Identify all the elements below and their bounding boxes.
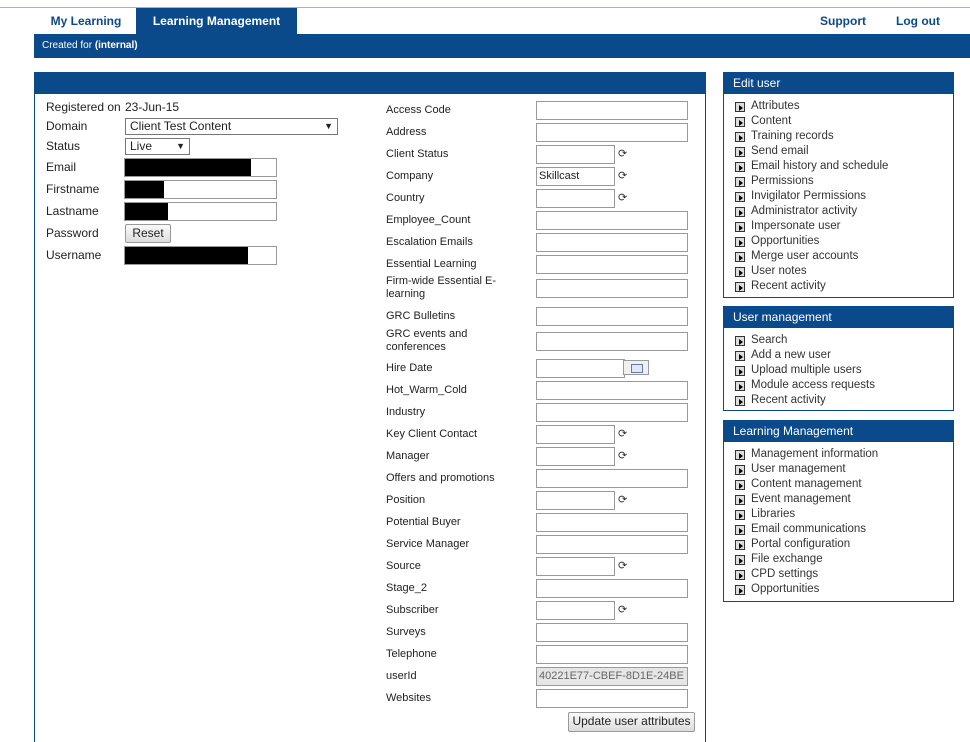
- menu-item-label: Email communications: [751, 523, 867, 535]
- attribute-input[interactable]: [536, 211, 688, 230]
- support-link[interactable]: Support: [820, 14, 866, 28]
- chevron-down-icon: ▼: [176, 141, 185, 151]
- menu-item-label: Module access requests: [751, 379, 876, 391]
- menu-item-label: File exchange: [751, 553, 823, 565]
- attribute-input[interactable]: [536, 101, 688, 120]
- edit-user-title: Edit user: [724, 73, 953, 94]
- attribute-label: Service Manager: [386, 538, 470, 550]
- attribute-label: Subscriber: [386, 604, 439, 616]
- menu-item-label: Add a new user: [751, 349, 831, 361]
- menu-item[interactable]: [734, 522, 953, 537]
- arrow-right-icon: [735, 237, 745, 247]
- user-details-header: [34, 72, 706, 94]
- sync-icon[interactable]: ⟳: [618, 560, 628, 572]
- attribute-input[interactable]: [536, 233, 688, 252]
- attribute-label: Telephone: [386, 648, 437, 660]
- menu-item[interactable]: [734, 234, 953, 249]
- username-field[interactable]: [124, 246, 277, 265]
- menu-item[interactable]: [734, 477, 953, 492]
- menu-item-label: Permissions: [751, 175, 814, 187]
- password-label: Password: [46, 226, 99, 240]
- attribute-input[interactable]: [536, 513, 688, 532]
- menu-item[interactable]: [734, 552, 953, 567]
- arrow-right-icon: [735, 267, 745, 277]
- arrow-right-icon: [735, 381, 745, 391]
- attribute-label: Hire Date: [386, 362, 433, 374]
- arrow-right-icon: [735, 396, 745, 406]
- attribute-input[interactable]: [536, 645, 688, 664]
- menu-item[interactable]: [734, 114, 953, 129]
- arrow-right-icon: [735, 102, 745, 112]
- menu-item-label: Libraries: [751, 508, 796, 520]
- menu-item[interactable]: [734, 279, 953, 294]
- registered-value: 23-Jun-15: [125, 100, 180, 114]
- arrow-right-icon: [735, 465, 745, 475]
- menu-item-label: CPD settings: [751, 568, 819, 580]
- redaction: [125, 203, 168, 220]
- attribute-label: Websites: [386, 692, 432, 704]
- menu-item[interactable]: [734, 378, 953, 393]
- menu-item-label: Recent activity: [751, 394, 826, 406]
- lastname-field[interactable]: [124, 202, 277, 221]
- arrow-right-icon: [735, 207, 745, 217]
- menu-item[interactable]: [734, 393, 953, 408]
- menu-item[interactable]: [734, 537, 953, 552]
- firstname-label: Firstname: [46, 182, 100, 196]
- menu-item-label: Upload multiple users: [751, 364, 862, 376]
- menu-item-label: Impersonate user: [751, 220, 841, 232]
- learning-management-list: [724, 442, 953, 601]
- calendar-icon[interactable]: [623, 360, 649, 375]
- redaction: [125, 181, 164, 198]
- tab-learning-management[interactable]: Learning Management: [136, 8, 297, 34]
- attribute-label: Offers and promotions: [386, 472, 495, 484]
- menu-item[interactable]: [734, 129, 953, 144]
- attribute-input[interactable]: [536, 359, 625, 378]
- created-for-bar: [34, 34, 970, 58]
- attribute-input[interactable]: [536, 189, 615, 208]
- arrow-right-icon: [735, 450, 745, 460]
- menu-item[interactable]: [734, 99, 953, 114]
- arrow-right-icon: [735, 480, 745, 490]
- arrow-right-icon: [735, 252, 745, 262]
- firstname-field[interactable]: [124, 180, 277, 199]
- menu-item[interactable]: [734, 249, 953, 264]
- domain-select-value: Client Test Content: [130, 119, 232, 133]
- sync-icon[interactable]: ⟳: [618, 192, 628, 204]
- attribute-input[interactable]: [536, 307, 688, 326]
- attribute-label: Address: [386, 126, 427, 138]
- tab-my-learning[interactable]: My Learning: [50, 14, 122, 28]
- attribute-input[interactable]: [536, 623, 688, 642]
- menu-item[interactable]: [734, 567, 953, 582]
- arrow-right-icon: [735, 525, 745, 535]
- attribute-label: Hot_Warm_Cold: [386, 384, 467, 396]
- arrow-right-icon: [735, 177, 745, 187]
- chevron-down-icon: ▼: [324, 121, 333, 131]
- menu-item[interactable]: [734, 333, 953, 348]
- attribute-input[interactable]: Skillcast: [536, 167, 615, 186]
- attribute-input[interactable]: [536, 279, 688, 298]
- sync-icon[interactable]: ⟳: [618, 170, 628, 182]
- arrow-right-icon: [735, 132, 745, 142]
- menu-item-label: Management information: [751, 448, 879, 460]
- created-for-value: (internal): [94, 40, 138, 51]
- menu-item[interactable]: [734, 174, 953, 189]
- menu-item-label: Portal configuration: [751, 538, 851, 550]
- user-management-box: [723, 306, 954, 411]
- arrow-right-icon: [735, 117, 745, 127]
- email-field[interactable]: [124, 158, 277, 177]
- email-label: Email: [46, 160, 77, 174]
- menu-item-label: Search: [751, 334, 788, 346]
- attribute-label: Potential Buyer: [386, 516, 461, 528]
- attribute-input[interactable]: [536, 601, 615, 620]
- domain-label: Domain: [46, 119, 88, 133]
- attribute-input[interactable]: [536, 557, 615, 576]
- learning-management-title: Learning Management: [724, 421, 953, 442]
- menu-item-label: User notes: [751, 265, 807, 277]
- menu-item[interactable]: [734, 144, 953, 159]
- attribute-label: Country: [386, 192, 425, 204]
- attribute-label: Employee_Count: [386, 214, 471, 226]
- arrow-right-icon: [735, 570, 745, 580]
- menu-item-label: User management: [751, 463, 846, 475]
- menu-item[interactable]: [734, 507, 953, 522]
- menu-item-label: Merge user accounts: [751, 250, 859, 262]
- lastname-label: Lastname: [46, 204, 99, 218]
- menu-item[interactable]: [734, 189, 953, 204]
- attribute-input[interactable]: [536, 689, 688, 708]
- menu-item[interactable]: [734, 219, 953, 234]
- registered-label: Registered on: [46, 100, 121, 114]
- status-label: Status: [46, 139, 81, 153]
- menu-item-label: Email history and schedule: [751, 160, 889, 172]
- attribute-label: Surveys: [386, 626, 426, 638]
- learning-management-box: [723, 420, 954, 602]
- arrow-right-icon: [735, 555, 745, 565]
- sync-icon[interactable]: ⟳: [618, 428, 628, 440]
- arrow-right-icon: [735, 540, 745, 550]
- arrow-right-icon: [735, 585, 745, 595]
- user-management-title: User management: [724, 307, 953, 328]
- arrow-right-icon: [735, 222, 745, 232]
- arrow-right-icon: [735, 336, 745, 346]
- attribute-input[interactable]: [536, 535, 688, 554]
- logout-link[interactable]: Log out: [896, 14, 940, 28]
- attribute-input[interactable]: [536, 123, 688, 142]
- update-user-attributes-button[interactable]: Update user attributes: [568, 712, 695, 732]
- status-select[interactable]: [125, 138, 190, 155]
- attribute-input[interactable]: [536, 403, 688, 422]
- attribute-input[interactable]: [536, 469, 688, 488]
- arrow-right-icon: [735, 192, 745, 202]
- menu-item-label: Administrator activity: [751, 205, 858, 217]
- attribute-label: Escalation Emails: [386, 236, 473, 248]
- arrow-right-icon: [735, 495, 745, 505]
- menu-item[interactable]: [734, 204, 953, 219]
- attribute-label: Industry: [386, 406, 426, 418]
- menu-item-label: Opportunities: [751, 583, 820, 595]
- sync-icon[interactable]: ⟳: [618, 494, 628, 506]
- status-select-value: Live: [130, 139, 153, 153]
- menu-item[interactable]: [734, 264, 953, 279]
- attribute-label: Manager: [386, 450, 430, 462]
- edit-user-box: [723, 72, 954, 298]
- menu-item-label: Attributes: [751, 100, 800, 112]
- attribute-label: userId: [386, 670, 417, 682]
- attribute-label: GRC Bulletins: [386, 310, 456, 322]
- attribute-label: Key Client Contact: [386, 428, 478, 440]
- menu-item[interactable]: [734, 582, 953, 597]
- arrow-right-icon: [735, 282, 745, 292]
- attribute-label: Client Status: [386, 148, 449, 160]
- username-label: Username: [46, 248, 102, 262]
- attribute-input[interactable]: [536, 145, 615, 164]
- attribute-input[interactable]: [536, 447, 615, 466]
- menu-item-label: Training records: [751, 130, 834, 142]
- menu-item[interactable]: [734, 462, 953, 477]
- domain-select[interactable]: [125, 118, 338, 135]
- menu-item[interactable]: [734, 159, 953, 174]
- menu-item-label: Invigilator Permissions: [751, 190, 867, 202]
- sync-icon[interactable]: ⟳: [618, 148, 628, 160]
- attribute-input[interactable]: [536, 491, 615, 510]
- attribute-input[interactable]: [536, 332, 688, 351]
- attribute-input[interactable]: [536, 579, 688, 598]
- menu-item-label: Opportunities: [751, 235, 820, 247]
- attribute-label: Essential Learning: [386, 258, 477, 270]
- attribute-label: Position: [386, 494, 426, 506]
- top-navigation: [0, 8, 970, 34]
- menu-item[interactable]: [734, 348, 953, 363]
- menu-item[interactable]: [734, 363, 953, 378]
- attribute-label: Stage_2: [386, 582, 427, 594]
- menu-item-label: Event management: [751, 493, 851, 505]
- arrow-right-icon: [735, 162, 745, 172]
- redaction: [125, 159, 251, 176]
- sync-icon[interactable]: ⟳: [618, 450, 628, 462]
- arrow-right-icon: [735, 366, 745, 376]
- menu-item-label: Recent activity: [751, 280, 826, 292]
- attribute-input[interactable]: [536, 425, 615, 444]
- created-for-label: Created for: [42, 40, 93, 51]
- attribute-label: Firm-wide Essential E-learning: [386, 275, 497, 300]
- arrow-right-icon: [735, 147, 745, 157]
- menu-item-label: Content management: [751, 478, 862, 490]
- arrow-right-icon: [735, 510, 745, 520]
- attribute-input[interactable]: 40221E77-CBEF-8D1E-24BE: [536, 667, 688, 686]
- menu-item[interactable]: [734, 492, 953, 507]
- attribute-input[interactable]: [536, 255, 688, 274]
- attribute-label: Source: [386, 560, 421, 572]
- redaction: [125, 247, 248, 264]
- edit-user-list: [724, 94, 953, 298]
- attribute-label: GRC events and conferences: [386, 328, 468, 353]
- menu-item[interactable]: [734, 447, 953, 462]
- sync-icon[interactable]: ⟳: [618, 604, 628, 616]
- menu-item-label: Content: [751, 115, 792, 127]
- reset-password-button[interactable]: Reset: [125, 224, 171, 243]
- user-management-list: [724, 328, 953, 412]
- menu-item-label: Send email: [751, 145, 809, 157]
- attribute-label: Company: [386, 170, 434, 182]
- arrow-right-icon: [735, 351, 745, 361]
- attribute-label: Access Code: [386, 104, 451, 116]
- attribute-input[interactable]: [536, 381, 688, 400]
